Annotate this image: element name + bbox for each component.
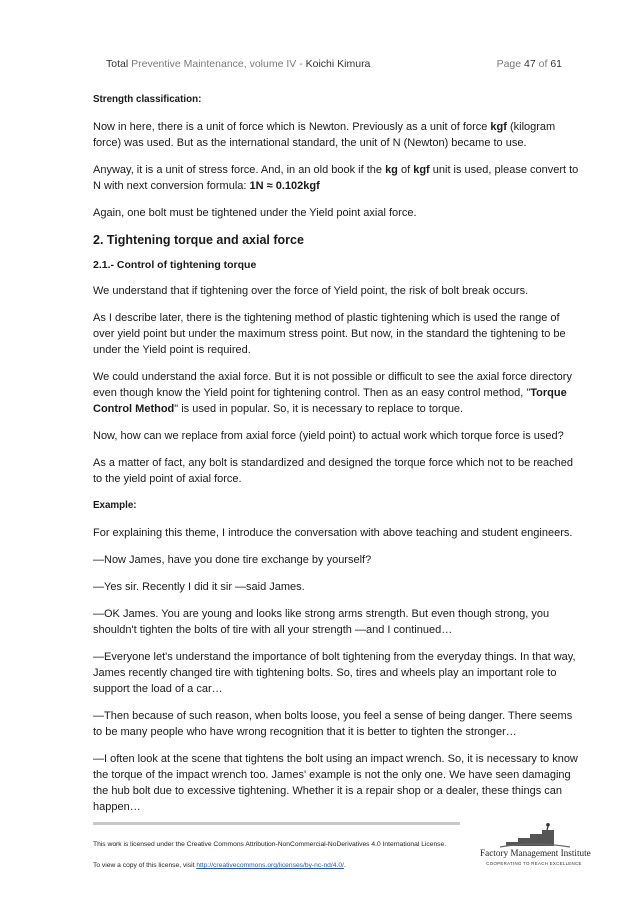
license-text: This work is licensed under the Creative Commons Attribution-NonCommercial-NoDerivatives 4.0 International License. xyxy=(93,841,447,848)
strength-label: Strength classification: xyxy=(93,94,202,105)
stair-steps-figure-icon xyxy=(480,822,588,848)
subsection-heading: 2.1.- Control of tightening torque xyxy=(93,259,257,271)
p1-text-c: (kilogram force) was used. But as the international standard, the unit of N (Newton) became to use. xyxy=(93,121,556,149)
page-footer xyxy=(93,840,446,870)
page-word: Page xyxy=(496,58,522,70)
header-title xyxy=(106,58,370,70)
page-total: 61 xyxy=(550,58,562,70)
p2-text-a: Anyway, it is a unit of stress force. And, in an old book if the xyxy=(93,164,386,176)
institute-logo xyxy=(480,822,591,868)
dialogue-line: —Yes sir. Recently I did it sir —said James. xyxy=(93,581,305,593)
p6-text-c: " is used in popular. So, it is necessary to replace to torque. xyxy=(174,403,464,415)
paragraph-newton xyxy=(93,119,583,151)
paragraph-intro: For explaining this theme, I introduce the conversation with above teaching and student engineers. xyxy=(93,527,573,539)
header-title-rest: Preventive Maintenance, volume IV - xyxy=(131,58,303,70)
paragraph-standard: As a matter of fact, any bolt is standardized and designed the torque force which not to be reached to the yield point of axial force. xyxy=(93,457,574,485)
p6-text-a: We could understand the axial force. But it is not possible or difficult to see the axial force directory even though know the Yield point for tightening control. Then as an easy control method, " xyxy=(93,371,572,399)
license-link[interactable]: http://creativecommons.org/licenses/by-nc-nd/4.0/ xyxy=(196,862,344,869)
header-author: Koichi Kimura xyxy=(305,58,371,70)
p2-kgf: kgf xyxy=(413,164,430,176)
paragraph-conversion xyxy=(93,162,583,194)
p1-kgf: kgf xyxy=(490,121,507,133)
paragraph-risk: We understand that if tightening over the force of Yield point, the risk of bolt break occurs. xyxy=(93,285,529,297)
p1-text-a: Now in here, there is a unit of force which is Newton. Previously as a unit of force xyxy=(93,121,491,133)
dialogue-line: —Everyone let's understand the importance of bolt tightening from the everyday things. In that way, James recently changed tire with tightening bolts. So, tires and wheels play an important role to support the load of a car… xyxy=(93,651,576,695)
page-of: of xyxy=(538,58,548,70)
example-label: Example: xyxy=(93,500,137,511)
license-link-suffix: . xyxy=(343,862,346,869)
p2-formula: 1N ≈ 0.102kgf xyxy=(249,180,320,192)
p2-text-e: unit is used, please convert to N with next conversion formula: xyxy=(93,164,579,192)
logo-name: Factory Management Institute xyxy=(480,848,591,858)
p6-torque-control: Torque Control Method xyxy=(93,387,567,415)
p2-text-c: of xyxy=(397,164,414,176)
license-link-line xyxy=(93,861,446,870)
body-content xyxy=(93,92,583,826)
dialogue-line: —Then because of such reason, when bolts loose, you feel a sense of being danger. There seems to be many people who have wrong recognition that it is better to tighten the stronger… xyxy=(93,710,573,738)
dialogue-line: —I often look at the scene that tightens the bolt using an impact wrench. So, it is necessary to know the torque of the impact wrench too. James' example is not the only one. We have seen damaging the hub bolt due to excessive tightening. Whether it is a repair shop or a dealer, these things can happen… xyxy=(93,753,578,813)
license-link-prefix: To view a copy of this license, visit xyxy=(93,862,197,869)
logo-tagline: COOPERATING TO REACH EXCELLENCE xyxy=(486,861,582,866)
footer-divider xyxy=(93,822,460,825)
paragraph-torque-method xyxy=(93,369,583,417)
header-page-number xyxy=(497,58,562,70)
section-heading: 2. Tightening torque and axial force xyxy=(93,233,304,247)
paragraph-yield: Again, one bolt must be tightened under the Yield point axial force. xyxy=(93,207,417,219)
dialogue-line: —OK James. You are young and looks like strong arms strength. But even though strong, you shouldn't tighten the bolts of tire with all your strength —and I continued… xyxy=(93,608,550,636)
page-num: 47 xyxy=(524,58,536,70)
p2-kg: kg xyxy=(385,164,398,176)
header-title-total: Total xyxy=(106,58,129,70)
paragraph-question: Now, how can we replace from axial force (yield point) to actual work which torque force is used? xyxy=(93,430,564,442)
dialogue-line: —Now James, have you done tire exchange by yourself? xyxy=(93,554,372,566)
paragraph-plastic: As I describe later, there is the tightening method of plastic tightening which is used the range of over yield point but under the maximum stress point. But now, in the standard the tightening to be under the Yield point is required. xyxy=(93,312,566,356)
